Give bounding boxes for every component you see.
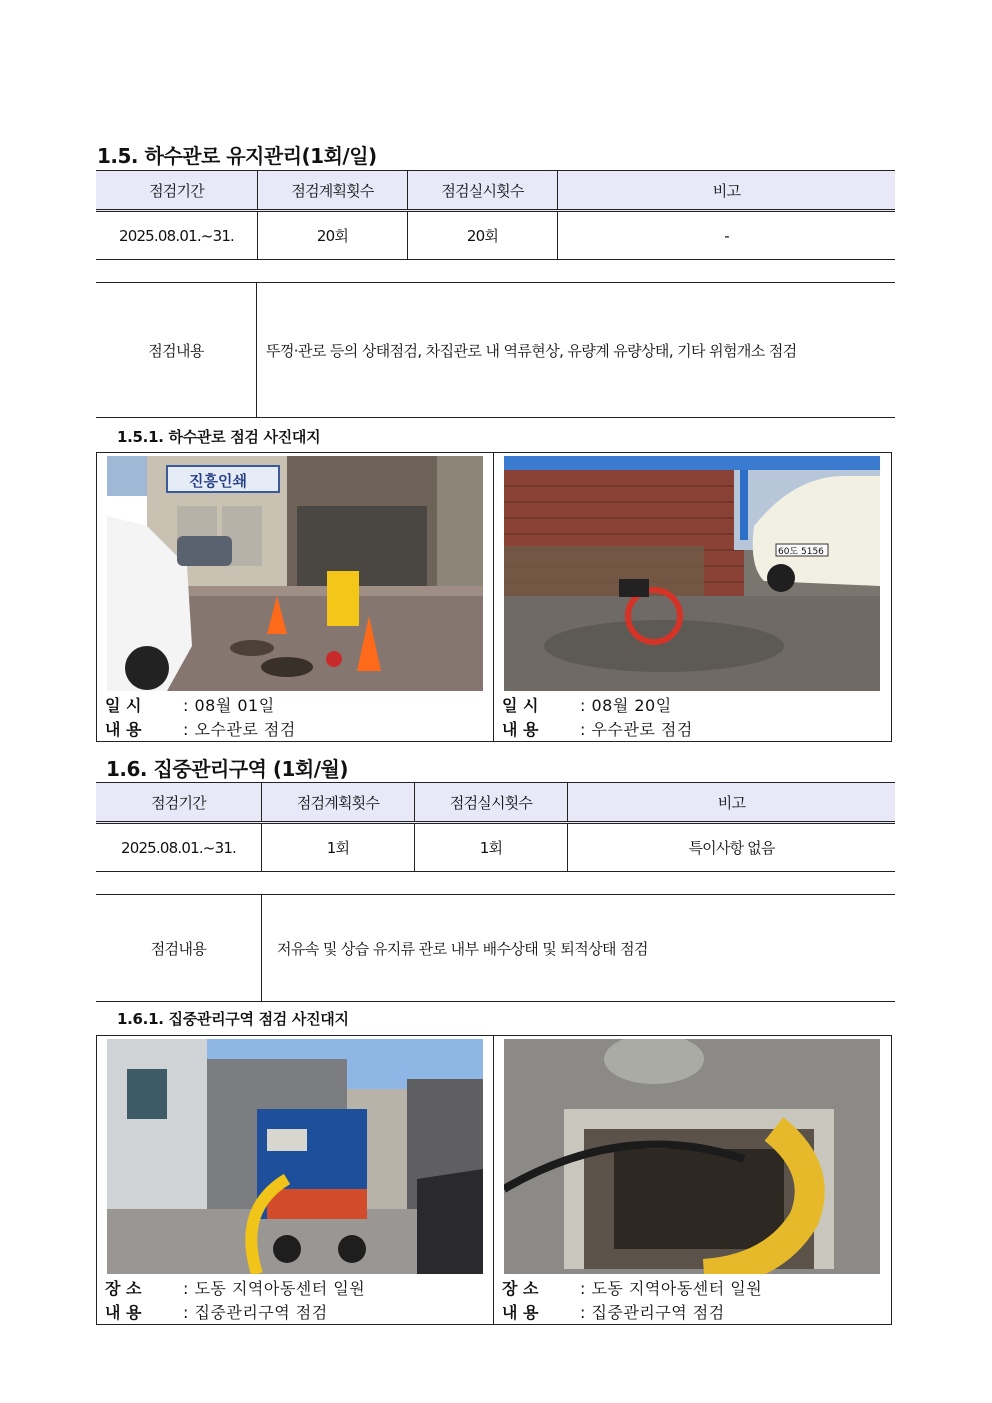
content-text: 저유속 및 상습 유지류 관로 내부 배수상태 및 퇴적상태 점검 <box>277 939 648 958</box>
table-cell: 특이사항 없음 <box>568 823 896 872</box>
table-cell: 1회 <box>262 823 415 872</box>
col-header: 점검계획횟수 <box>258 171 408 211</box>
content-box <box>96 282 895 418</box>
photo-caption-line2: 내 용 : 집중관리구역 점검 <box>502 1303 725 1322</box>
photo-section-title: 1.6.1. 집중관리구역 점검 사진대지 <box>117 1010 349 1028</box>
table-cell: 20회 <box>258 211 408 260</box>
photo-cell <box>493 1036 891 1324</box>
section-title: 1.5. 하수관로 유지관리(1회/일) <box>97 144 377 168</box>
photo-vacuum-truck <box>107 1039 483 1274</box>
photo-caption-line1: 일 시 : 08월 01일 <box>105 696 275 715</box>
photo-cell <box>97 453 493 741</box>
shop-sign-text: 진흥인쇄 <box>189 472 247 490</box>
photo-table <box>96 1035 892 1325</box>
content-label: 점검내용 <box>96 895 262 1001</box>
col-header: 비고 <box>558 171 896 211</box>
content-text: 뚜껑·관로 등의 상태점검, 차집관로 내 역류현상, 유량계 유량상태, 기타 위험개소 점검 <box>266 341 797 360</box>
photo-storm-drain <box>504 456 880 691</box>
content-box <box>96 894 895 1002</box>
inspection-table <box>96 170 895 260</box>
col-header: 비고 <box>568 783 896 823</box>
table-cell: - <box>558 211 896 260</box>
col-header: 점검실시횟수 <box>408 171 558 211</box>
table-cell: 20회 <box>408 211 558 260</box>
photo-section-title: 1.5.1. 하수관로 점검 사진대지 <box>117 428 321 446</box>
photo-cell <box>97 1036 493 1324</box>
photo-cell <box>493 453 891 741</box>
photo-caption-line1: 일 시 : 08월 20일 <box>502 696 672 715</box>
col-header: 점검실시횟수 <box>415 783 568 823</box>
col-header: 점검계획횟수 <box>262 783 415 823</box>
table-cell: 2025.08.01.~31. <box>96 823 262 872</box>
inspection-table <box>96 782 895 872</box>
photo-caption-line2: 내 용 : 오수관로 점검 <box>105 720 296 739</box>
photo-caption-line1: 장 소 : 도동 지역아동센터 일원 <box>105 1279 366 1298</box>
section-title: 1.6. 집중관리구역 (1회/월) <box>106 757 349 781</box>
photo-sewer-street <box>107 456 483 691</box>
col-header: 점검기간 <box>96 783 262 823</box>
content-label: 점검내용 <box>96 283 257 417</box>
photo-caption-line1: 장 소 : 도동 지역아동센터 일원 <box>502 1279 763 1298</box>
photo-caption-line2: 내 용 : 우수관로 점검 <box>502 720 693 739</box>
car-plate-text: 60도 5156 <box>778 547 824 557</box>
photo-table <box>96 452 892 742</box>
photo-caption-line2: 내 용 : 집중관리구역 점검 <box>105 1303 328 1322</box>
photo-manhole-hose <box>504 1039 880 1274</box>
table-cell: 2025.08.01.~31. <box>96 211 258 260</box>
col-header: 점검기간 <box>96 171 258 211</box>
table-cell: 1회 <box>415 823 568 872</box>
